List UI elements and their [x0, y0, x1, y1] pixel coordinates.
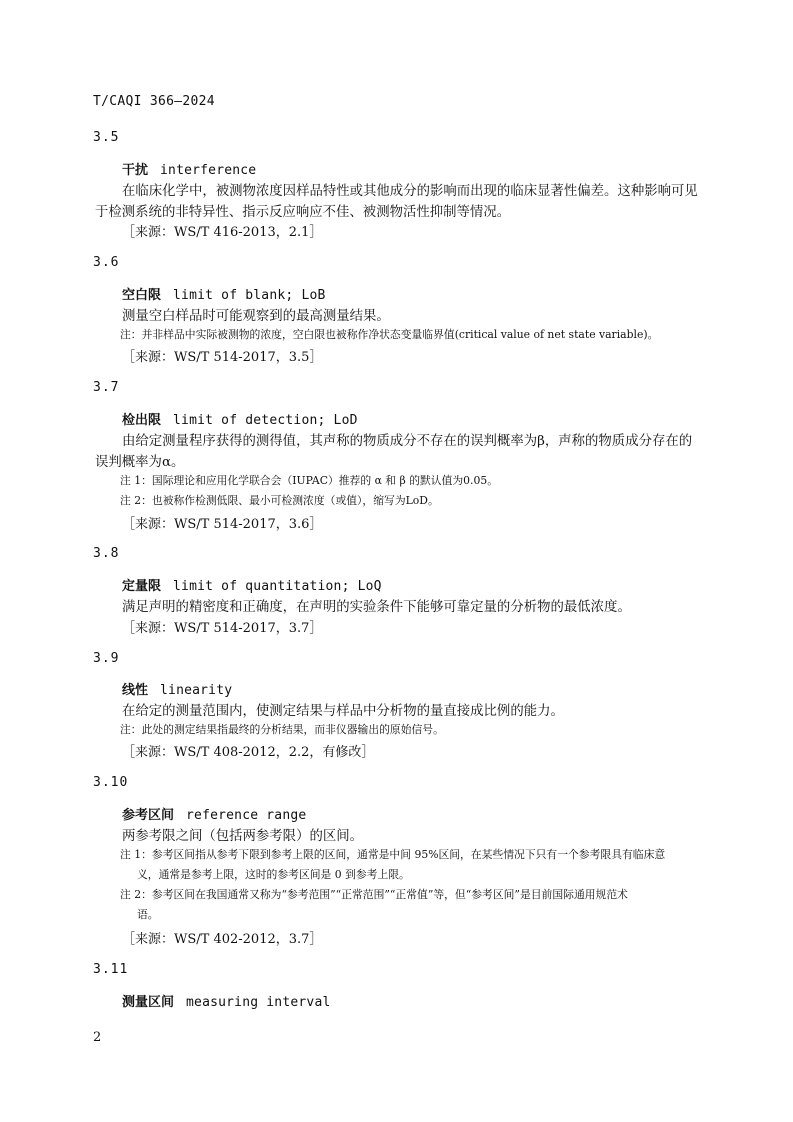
definition-line: 满足声明的精密度和正确度，在声明的实验条件下能够可靠定量的分析物的最低浓度。 — [122, 600, 631, 615]
entry-number: 3.8 — [93, 546, 120, 561]
term-zh: 检出限 — [122, 413, 162, 428]
term-en: limit of blank; LoB — [173, 288, 326, 303]
term-heading — [122, 575, 382, 594]
definition-line: 两参考限之间（包括两参考限）的区间。 — [122, 829, 364, 844]
term-zh: 线性 — [122, 683, 149, 698]
source-citation: ［来源：WS/T 416-2013，2.1］ — [122, 225, 323, 240]
note-line: 注 1：参考区间指从参考下限到参考上限的区间，通常是中间 95%区间，在某些情况下只有一个参考限具有临床意 — [120, 848, 666, 861]
source-citation: ［来源：WS/T 408-2012，2.2，有修改］ — [122, 745, 375, 760]
term-heading — [122, 409, 358, 428]
definition-line: 误判概率为α。 — [95, 455, 185, 470]
definition-line: 在临床化学中，被测物浓度因样品特性或其他成分的影响而出现的临床显著性偏差。这种影响可见 — [122, 184, 698, 199]
note-line: 义，通常是参考上限，这时的参考区间是 0 到参考上限。 — [137, 868, 410, 881]
note-line: 注：此处的测定结果指最终的分析结果，而非仪器输出的原始信号。 — [120, 723, 444, 736]
term-zh: 定量限 — [122, 579, 162, 594]
note-line: 注 2：也被称作检测低限、最小可检测浓度（或值），缩写为LoD。 — [120, 494, 439, 507]
term-en: limit of detection; LoD — [173, 413, 358, 428]
term-heading — [122, 804, 306, 823]
definition-line: 在给定的测量范围内，使测定结果与样品中分析物的量直接成比例的能力。 — [122, 704, 564, 719]
entry-number: 3.9 — [93, 651, 120, 666]
term-en: limit of quantitation; LoQ — [173, 579, 382, 594]
term-zh: 测量区间 — [122, 995, 175, 1010]
note-line: 注：并非样品中实际被测物的浓度，空白限也被称作净状态变量临界值(critical value of net state variable)。 — [120, 328, 659, 341]
entry-number: 3.6 — [93, 255, 120, 270]
source-citation: ［来源：WS/T 402-2012，3.7］ — [122, 932, 323, 947]
term-en: reference range — [186, 808, 307, 823]
entry-number: 3.7 — [93, 380, 120, 395]
term-heading — [122, 284, 326, 303]
term-heading — [122, 991, 331, 1010]
term-zh: 空白限 — [122, 288, 162, 303]
note-line: 注 2：参考区间在我国通常又称为“参考范围”“正常范围”“正常值”等，但“参考区间”是目前国际通用规范术 — [120, 888, 628, 901]
term-en: measuring interval — [186, 995, 331, 1010]
source-citation: ［来源：WS/T 514-2017，3.7］ — [122, 621, 323, 636]
note-line: 注 1：国际理论和应用化学联合会（IUPAC）推荐的 α 和 β 的默认值为0.05。 — [120, 474, 499, 487]
definition-line: 于检测系统的非特异性、指示反应响应不佳、被测物活性抑制等情况。 — [95, 205, 511, 220]
term-zh: 干扰 — [122, 163, 149, 178]
definition-line: 测量空白样品时可能观察到的最高测量结果。 — [122, 309, 390, 324]
source-citation: ［来源：WS/T 514-2017，3.6］ — [122, 517, 323, 532]
entry-number: 3.5 — [93, 130, 120, 145]
note-line: 语。 — [137, 908, 159, 921]
term-heading — [122, 159, 256, 178]
term-en: interference — [160, 163, 257, 178]
page-number: 2 — [93, 1030, 102, 1045]
standard-id-header: T/CAQI 366—2024 — [93, 94, 215, 109]
term-heading — [122, 679, 232, 698]
definition-line: 由给定测量程序获得的测得值，其声称的物质成分不存在的误判概率为β，声称的物质成分存在的 — [122, 434, 693, 449]
entry-number: 3.11 — [93, 962, 129, 977]
term-zh: 参考区间 — [122, 808, 175, 823]
term-en: linearity — [160, 683, 233, 698]
entry-number: 3.10 — [93, 775, 129, 790]
source-citation: ［来源：WS/T 514-2017，3.5］ — [122, 350, 323, 365]
